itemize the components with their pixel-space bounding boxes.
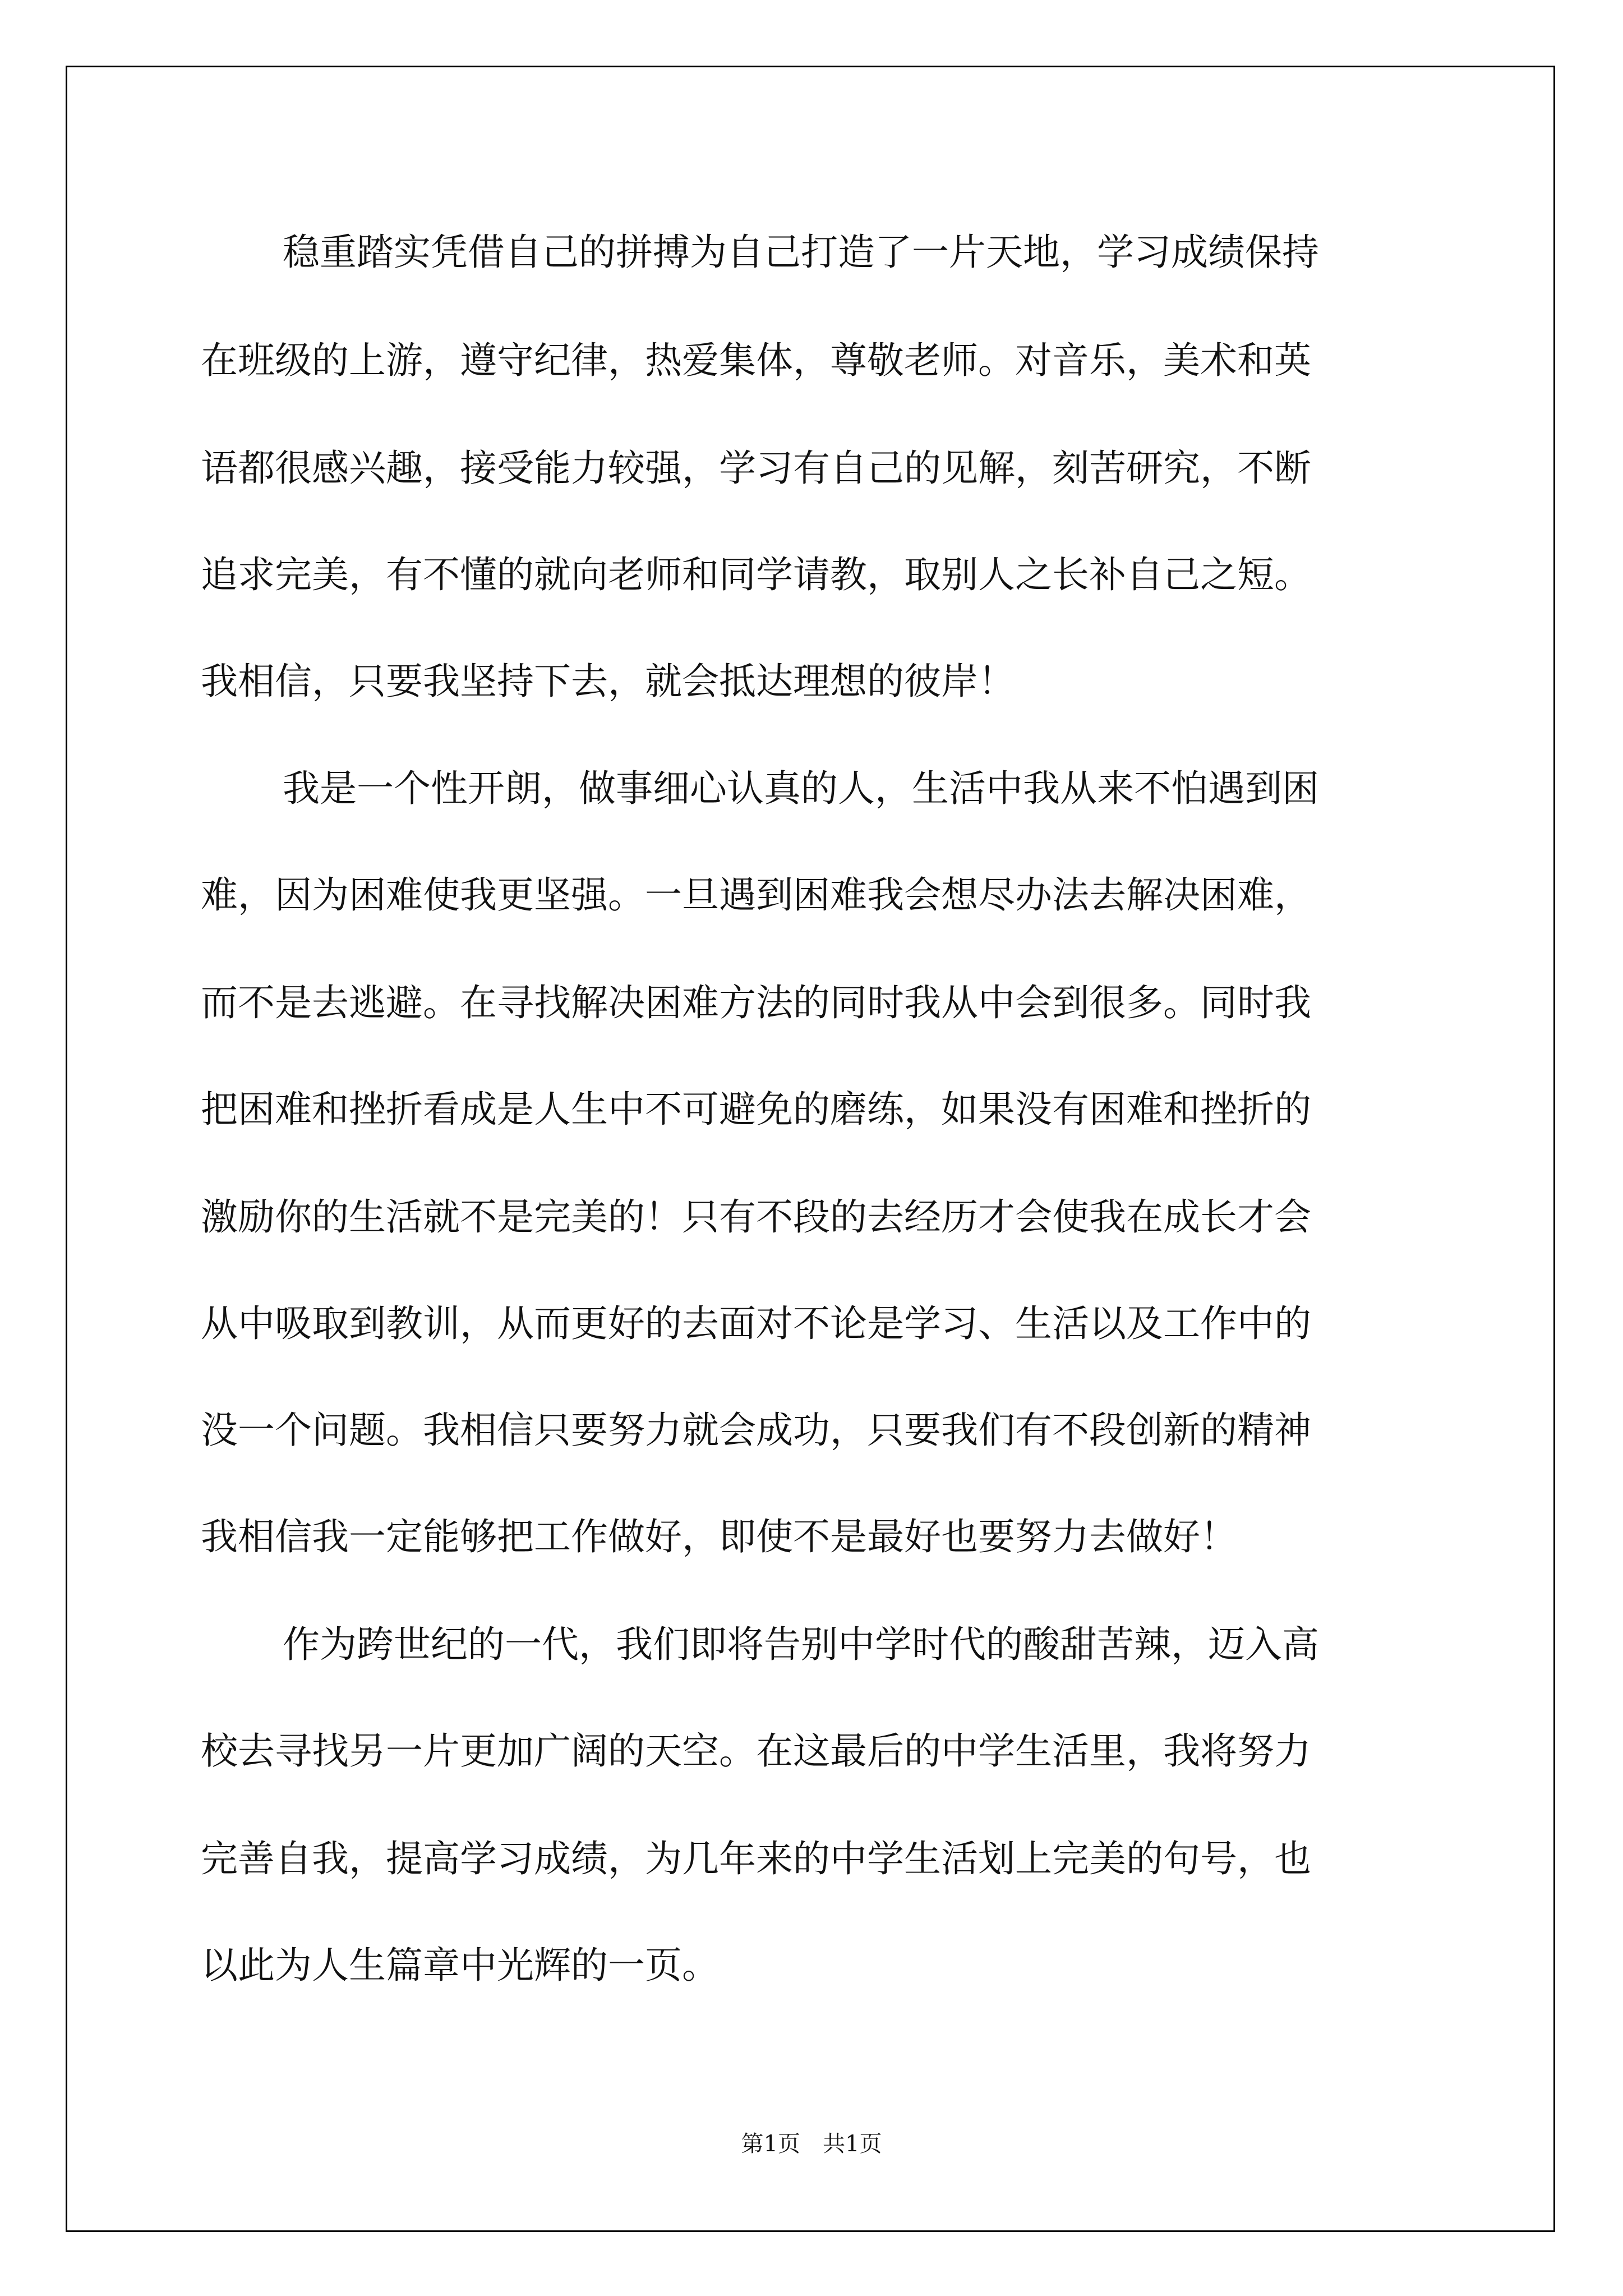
paragraph-2-line-4: 把困难和挫折看成是人生中不可避免的磨练，如果没有困难和挫折的: [201, 1088, 1311, 1131]
paragraph-1-line-2: 在班级的上游，遵守纪律，热爱集体，尊敬老师。对音乐，美术和英: [201, 339, 1311, 382]
paragraph-3-line-1: 作为跨世纪的一代，我们即将告别中学时代的酸甜苦辣，迈入高: [283, 1623, 1319, 1666]
paragraph-2-line-7: 没一个问题。我相信只要努力就会成功，只要我们有不段创新的精神: [201, 1409, 1311, 1452]
paragraph-2-line-5: 激励你的生活就不是完美的！只有不段的去经历才会使我在成长才会: [201, 1195, 1311, 1239]
page-number-footer: 第1页 共1页: [741, 2131, 882, 2157]
paragraph-1-line-4: 追求完美，有不懂的就向老师和同学请教，取别人之长补自己之短。: [201, 553, 1311, 596]
page-border: [66, 66, 1555, 2232]
paragraph-3-line-4: 以此为人生篇章中光辉的一页。: [201, 1944, 719, 1987]
paragraph-1-line-5: 我相信，只要我坚持下去，就会抵达理想的彼岸！: [201, 660, 1015, 703]
paragraph-2-line-8: 我相信我一定能够把工作做好，即使不是最好也要努力去做好！: [201, 1515, 1237, 1558]
paragraph-2-line-1: 我是一个性开朗，做事细心认真的人，生活中我从来不怕遇到困: [283, 767, 1319, 810]
paragraph-1-line-3: 语都很感兴趣，接受能力较强，学习有自己的见解，刻苦研究，不断: [201, 447, 1311, 490]
paragraph-2-line-3: 而不是去逃避。在寻找解决困难方法的同时我从中会到很多。同时我: [201, 981, 1311, 1024]
paragraph-3-line-2: 校去寻找另一片更加广阔的天空。在这最后的中学生活里，我将努力: [201, 1729, 1311, 1773]
paragraph-2-line-2: 难，因为困难使我更坚强。一旦遇到困难我会想尽办法去解决困难，: [201, 873, 1311, 917]
paragraph-2-line-6: 从中吸取到教训，从而更好的去面对不论是学习、生活以及工作中的: [201, 1302, 1311, 1345]
paragraph-3-line-3: 完善自我，提高学习成绩，为几年来的中学生活划上完美的句号，也: [201, 1837, 1311, 1880]
paragraph-1-line-1: 稳重踏实凭借自己的拼搏为自己打造了一片天地，学习成绩保持: [283, 231, 1319, 274]
